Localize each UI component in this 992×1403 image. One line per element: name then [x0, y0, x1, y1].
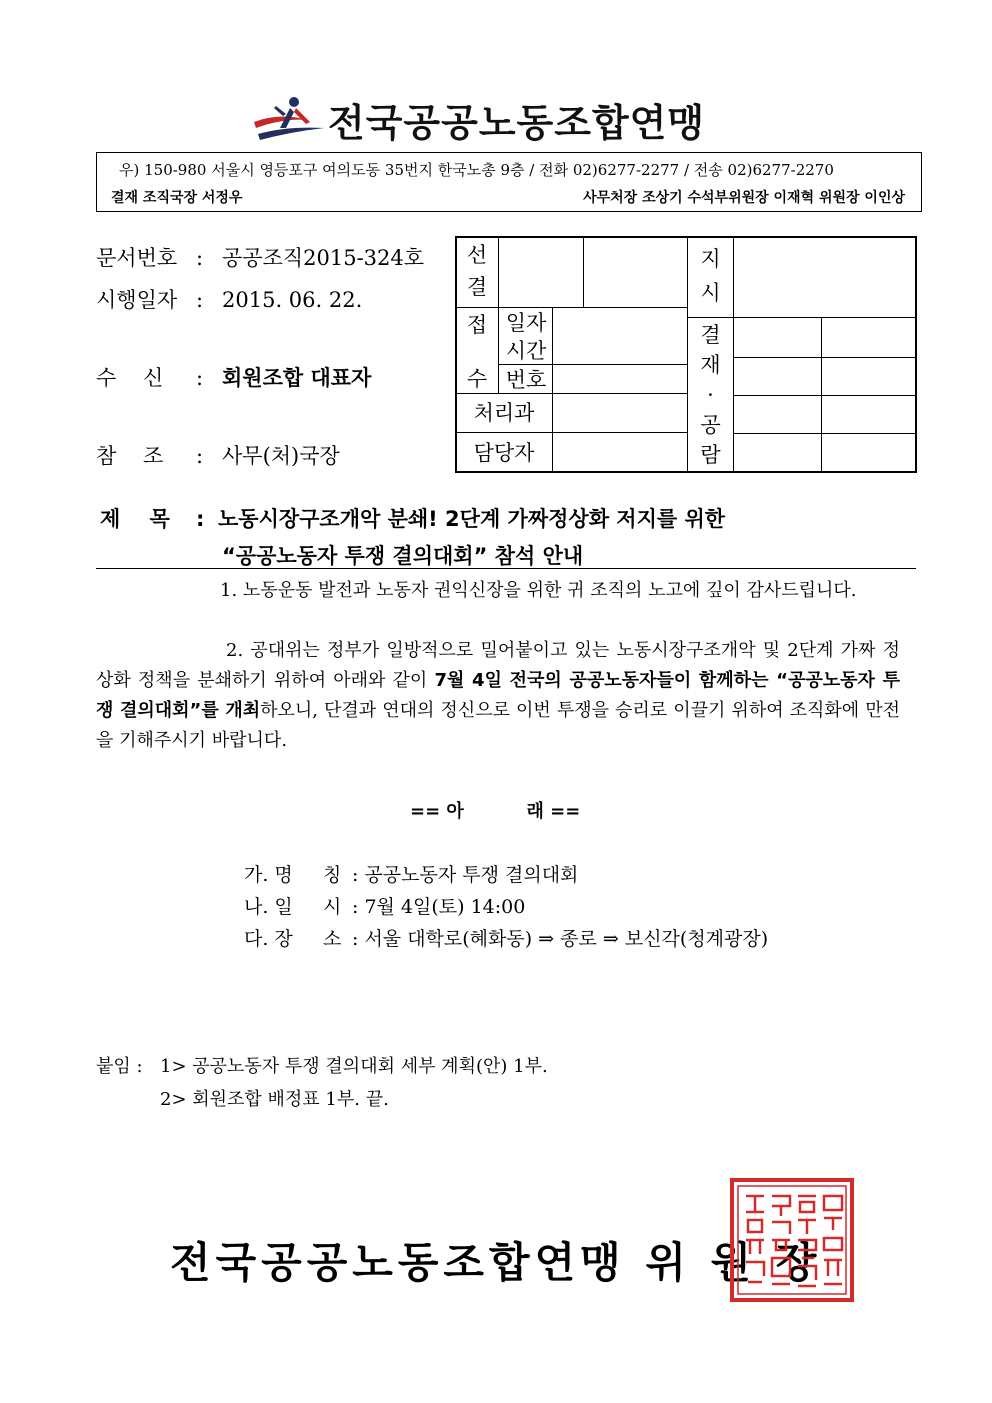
attachment-item-2: 2> 회원조합 배정표 1부. 끝.	[160, 1089, 389, 1110]
gyeoljae-char-4: 공	[700, 413, 721, 437]
jeopsu-char-2: 수	[466, 367, 488, 391]
org-logo	[250, 88, 750, 144]
colon: :	[196, 246, 204, 270]
gyeoljae-char-5: 람	[700, 443, 721, 467]
gyeoljae-box	[734, 396, 822, 434]
detail-value: : 서울 대학로(혜화동) ⇒ 종로 ⇒ 보신각(청계광장)	[352, 928, 769, 950]
gyeoljae-char-1: 결	[700, 323, 721, 347]
colon: :	[196, 507, 205, 531]
jisi-char-2: 시	[700, 281, 721, 305]
arae-heading: == 아 래 ==	[410, 801, 581, 822]
subject-title-1: 노동시장구조개악 분쇄! 2단계 가짜정상화 저지를 위한	[218, 507, 726, 531]
attachment-label: 붙임 :	[96, 1056, 143, 1077]
detail-item	[244, 924, 768, 951]
doc-date-value: 2015. 06. 22.	[222, 288, 363, 312]
jeopsu-char-1: 접	[466, 313, 488, 337]
subject-line-1	[100, 503, 725, 533]
body-paragraph-2	[96, 636, 900, 756]
detail-key: 다. 장 소	[244, 928, 342, 950]
address-box	[96, 152, 922, 212]
detail-item	[244, 892, 525, 919]
body-paragraph-2-end: 하오니, 단결과 연대의 정신으로 이번 투쟁을 승리로 이끌기 위하여 조직화에 만전을 기해주시기 바랍니다.	[96, 700, 900, 751]
seongyeol-char-1: 선	[466, 243, 488, 267]
gyeoljae-box	[822, 358, 917, 396]
gyeoljae-box	[734, 318, 822, 358]
ilja-label: 일자	[505, 311, 547, 335]
doc-number-row	[96, 242, 424, 272]
seongyeol-char-2: 결	[466, 275, 488, 299]
gyeoljae-char-3: ·	[707, 383, 714, 407]
detail-key: 가. 명 칭	[244, 864, 342, 886]
body-paragraph-2-start: 2. 공대위는 정부가 일방적으로 밀어붙이고 있는 노동시장구조개악 및 2단계 가짜 정상화 정책을 분쇄하기 위하여 아래와 같이	[96, 640, 900, 691]
gyeoljae-box	[822, 396, 917, 434]
sigan-label: 시간	[505, 339, 547, 363]
seongyeol-box-1	[499, 236, 584, 308]
detail-value: : 공공노동자 투쟁 결의대회	[352, 864, 579, 886]
subject-label: 제 목	[100, 507, 170, 531]
colon: :	[196, 444, 204, 468]
doc-date-row	[96, 284, 362, 314]
damdangja-label: 담당자	[473, 441, 535, 465]
gyeoljae-box	[734, 434, 822, 473]
colon: :	[196, 288, 204, 312]
colon: :	[196, 366, 204, 390]
recipient-label: 수 신	[96, 366, 164, 390]
jisi-char-1: 지	[700, 247, 721, 271]
subject-divider	[96, 568, 916, 569]
detail-item	[244, 860, 578, 887]
jisi-value-cell	[734, 236, 917, 318]
doc-date-label: 시행일자	[96, 288, 178, 312]
seongyeol-box-2	[584, 236, 687, 308]
signature-line: 전국공공노동조합연맹 위 원 장	[170, 1238, 822, 1287]
gyeoljae-char-2: 재	[700, 353, 721, 377]
detail-value: : 7월 4일(토) 14:00	[352, 896, 526, 918]
beonho-label: 번호	[505, 368, 547, 392]
address-line: 우) 150-980 서울시 영등포구 여의도동 35번지 한국노총 9층 / 전화 02)6277-2277 / 전송 02)6277-2270	[119, 161, 834, 179]
cheorigwa-label: 처리과	[473, 401, 535, 425]
reference-value: 사무(처)국장	[222, 444, 340, 468]
logo-emblem-icon	[250, 88, 330, 144]
approval-line-left: 결재 조직국장 서정우	[111, 190, 243, 206]
official-seal-icon	[730, 1178, 854, 1302]
body-paragraph-2-highlight: 7월 4일 전국의 공공노동자들이 함께하는 “공공노동자 투쟁 결의대회”를 개최	[96, 670, 900, 721]
detail-key: 나. 일 시	[244, 896, 342, 918]
gyeoljae-box	[822, 318, 917, 358]
beonho-value-cell	[553, 365, 687, 394]
approval-grid	[455, 236, 917, 473]
body-paragraph-1: 1. 노동운동 발전과 노동자 권익신장을 위한 귀 조직의 노고에 깊이 감사드립니다.	[220, 580, 857, 601]
cheorigwa-value-cell	[553, 394, 687, 433]
reference-row	[96, 440, 340, 470]
attachment-item-1: 1> 공공노동자 투쟁 결의대회 세부 계획(안) 1부.	[160, 1056, 548, 1077]
doc-number-value: 공공조직2015-324호	[222, 246, 425, 270]
ilja-value-cell	[553, 308, 687, 365]
subject-title-2: “공공노동자 투쟁 결의대회” 참석 안내	[222, 544, 584, 568]
doc-number-label: 문서번호	[96, 246, 178, 270]
recipient-row	[96, 362, 371, 392]
reference-label: 참 조	[96, 444, 164, 468]
org-name: 전국공공노동조합연맹	[328, 101, 706, 145]
attachment-row-1	[96, 1052, 548, 1078]
approval-line-right: 사무처장 조상기 수석부위원장 이재혁 위원장 이인상	[583, 190, 905, 206]
gyeoljae-box	[734, 358, 822, 396]
recipient-value: 회원조합 대표자	[222, 366, 372, 390]
